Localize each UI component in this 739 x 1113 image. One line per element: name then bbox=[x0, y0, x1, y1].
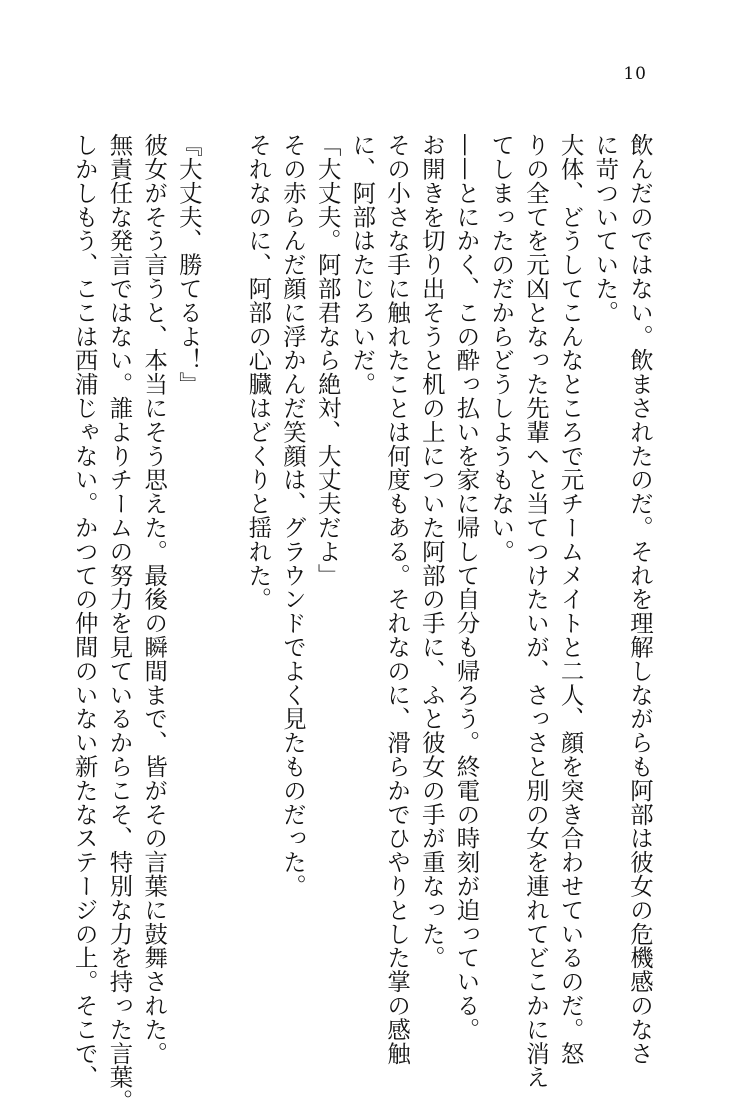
vertical-text-body bbox=[70, 133, 657, 1113]
text-line: その赤らんだ顔に浮かんだ笑顔は、グラウンドでよく見たものだった。 bbox=[278, 133, 307, 898]
text-line: それなのに、阿部の心臓はどくりと揺れた。 bbox=[244, 133, 273, 611]
text-line: 彼女がそう言うと、本当にそう思えた。最後の瞬間まで、皆がその言葉に鼓舞された。 bbox=[140, 133, 169, 1066]
text-line: 飲んだのではない。飲まされたのだ。それを理解しながらも阿部は彼女の危機感のなさ bbox=[626, 133, 654, 1066]
page-number: 10 bbox=[623, 64, 647, 84]
text-line: に、阿部はたじろいだ。 bbox=[348, 133, 377, 396]
text-line: ——とにかく、この酔っ払いを家に帰して自分も帰ろう。終電の時刻が迫っている。 bbox=[452, 133, 481, 1042]
text-line: お開きを切り出そうと机の上についた阿部の手に、ふと彼女の手が重なった。 bbox=[417, 133, 446, 970]
text-line: その小さな手に触れたことは何度もある。それなのに、滑らかでひやりとした掌の感触 bbox=[383, 133, 412, 1066]
text-line: 「大丈夫。阿部君なら絶対、大丈夫だよ」 bbox=[313, 133, 342, 588]
text-line: しかしもう、ここは西浦じゃない。かつての仲間のいない新たなステージの上。そこで、 bbox=[70, 133, 99, 1089]
text-line: 大体、どうしてこんなところで元チームメイトと二人、顔を突き合わせているのだ。怒 bbox=[556, 133, 585, 1066]
blank-line bbox=[206, 133, 241, 973]
text-line: てしまったのだからどうしようもない。 bbox=[487, 133, 516, 564]
text-line: 無責任な発言ではない。誰よりチームの努力を見ているからこそ、特別な力を持った言葉。 bbox=[105, 133, 134, 1113]
text-line: りの全てを元凶となった先輩へと当てつけたいが、さっさと別の女を連れてどこかに消え bbox=[521, 133, 550, 1089]
text-line: に苛ついていた。 bbox=[591, 133, 620, 325]
text-line: 『大丈夫、勝てるよ！』 bbox=[174, 133, 203, 396]
